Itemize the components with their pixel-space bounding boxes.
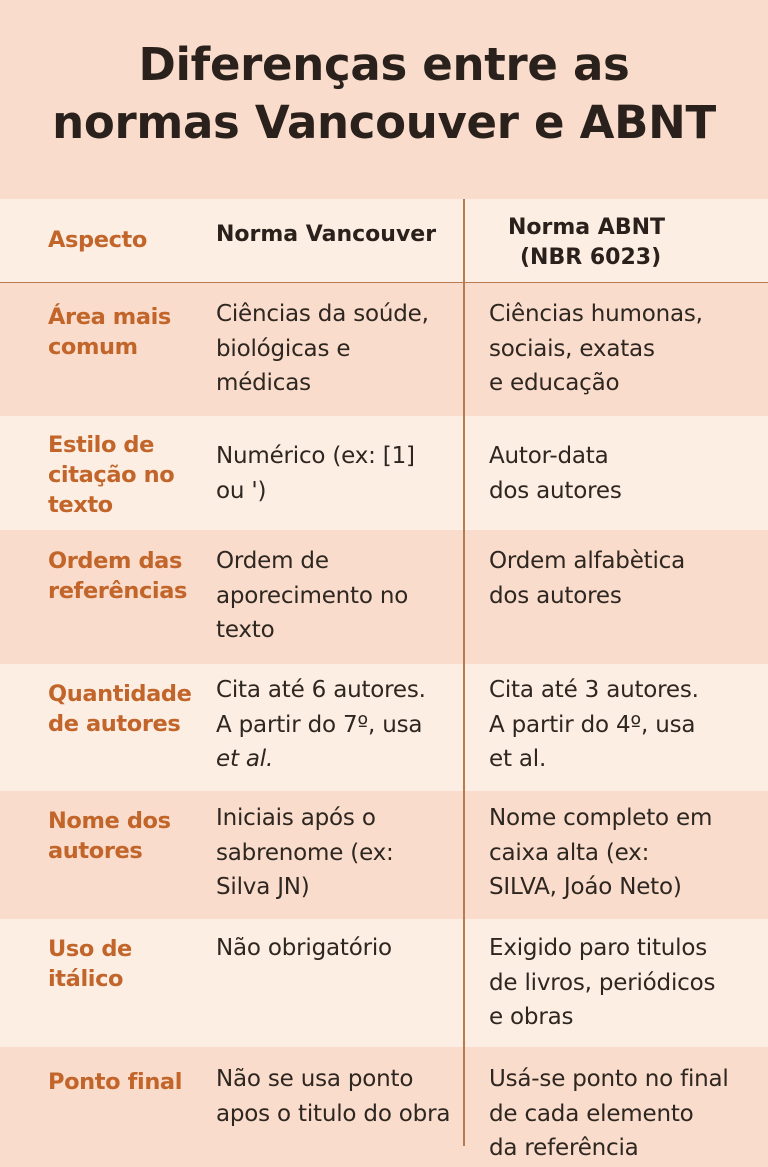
header-abnt-cell (464, 199, 768, 282)
vancouver-cell (200, 791, 464, 919)
value-line: Nome completo em (489, 805, 713, 831)
value-line: de livros, periódicos (489, 969, 716, 996)
value-line: Silva JN) (216, 874, 310, 900)
value-line: Ordem de (216, 548, 329, 574)
abnt-cell (464, 530, 768, 664)
aspect-line: Ponto final (48, 1069, 183, 1095)
value-line: Exigido paro titulos (489, 935, 707, 961)
vancouver-cell (200, 919, 464, 1047)
header-aspect: Aspecto (48, 227, 147, 253)
value-line: A partir do 4º, usa (489, 711, 696, 738)
abnt-cell (464, 416, 768, 530)
value-line: e educação (489, 370, 620, 396)
value-line: et al. (489, 746, 547, 772)
abnt-cell (464, 791, 768, 919)
aspect-cell (0, 791, 200, 919)
aspect-cell (0, 283, 200, 416)
abnt-cell (464, 283, 768, 416)
value-line: Cita até 3 autores. (489, 677, 699, 703)
value-line: Iniciais após o (216, 805, 376, 831)
value-line: da referência (489, 1135, 639, 1161)
aspect-line: Ordem das (48, 548, 182, 574)
vancouver-value (216, 439, 458, 508)
header-vancouver: Norma Vancouver (216, 222, 437, 247)
aspect-cell (0, 1047, 200, 1167)
aspect-line: texto (48, 492, 113, 518)
value-line: Ciências humonas, (489, 301, 703, 327)
aspect-line: itálico (48, 966, 124, 992)
aspect-cell (0, 919, 200, 1047)
vancouver-value (216, 1062, 458, 1131)
value-line: biológicas e (216, 335, 351, 362)
value-line: de cada elemento (489, 1100, 694, 1127)
abnt-cell (464, 664, 768, 791)
value-line: Autor-data (489, 443, 609, 469)
abnt-value (489, 439, 760, 508)
comparison-table (0, 199, 768, 1167)
value-line: aporecimento no (216, 582, 409, 609)
abnt-cell (464, 919, 768, 1047)
header-aspect-cell (0, 199, 200, 282)
aspect-line: Estilo de (48, 432, 154, 458)
table-row (0, 530, 768, 664)
value-line: Cita até 6 autores. (216, 677, 426, 703)
vancouver-value (216, 931, 458, 966)
aspect-label (48, 302, 196, 362)
value-line: Numérico (ex: [1] (216, 443, 415, 469)
value-line: caixa alta (ex: (489, 839, 650, 866)
table-row (0, 1047, 768, 1167)
abnt-value (489, 801, 760, 905)
aspect-line: Área mais (48, 304, 171, 330)
aspect-line: Nome dos (48, 808, 171, 834)
table-row (0, 791, 768, 919)
aspect-line: referências (48, 578, 188, 604)
aspect-line: citação no (48, 462, 175, 488)
aspect-cell (0, 664, 200, 791)
aspect-label (48, 806, 196, 866)
aspect-line: Uso de (48, 936, 132, 962)
value-line: Ciências da soúde, (216, 301, 429, 327)
value-line: dos autores (489, 582, 622, 609)
aspect-label (48, 1067, 196, 1097)
vancouver-value (216, 673, 458, 777)
title-line-1: Diferenças entre as (138, 38, 630, 91)
vancouver-cell (200, 1047, 464, 1167)
abnt-value (489, 297, 760, 401)
abnt-cell (464, 1047, 768, 1167)
value-line: A partir do 7º, usa (216, 711, 423, 738)
table-row (0, 919, 768, 1047)
value-line: ou ') (216, 477, 267, 504)
value-line: texto (216, 617, 275, 643)
page-title (0, 36, 768, 152)
abnt-value (489, 673, 760, 777)
abnt-value (489, 931, 760, 1035)
aspect-line: Quantidade (48, 681, 192, 707)
vancouver-value (216, 297, 458, 401)
aspect-label (48, 430, 196, 520)
value-line: e obras (489, 1004, 574, 1030)
value-line: Usá-se ponto no final (489, 1066, 729, 1092)
vancouver-cell (200, 530, 464, 664)
aspect-line: de autores (48, 711, 181, 737)
header-abnt-line-1: Norma ABNT (508, 215, 666, 240)
title-line-2: normas Vancouver e ABNT (52, 96, 716, 149)
value-line: Ordem alfabètica (489, 548, 685, 574)
header-vancouver-cell (200, 199, 464, 282)
value-line-italic: et al. (216, 746, 274, 772)
vancouver-cell (200, 664, 464, 791)
value-line: Não obrigatório (216, 935, 392, 961)
table-row (0, 664, 768, 791)
value-line: dos autores (489, 477, 622, 504)
value-line: apos o titulo do obra (216, 1100, 451, 1127)
aspect-line: comum (48, 334, 138, 360)
value-line: Não se usa ponto (216, 1066, 414, 1092)
header-abnt-line-2: (NBR 6023) (520, 245, 662, 270)
table-header-row (0, 199, 768, 283)
abnt-value (489, 544, 760, 613)
vancouver-value (216, 544, 458, 648)
value-line: SILVA, Joáo Neto) (489, 874, 682, 900)
table-row (0, 283, 768, 416)
value-line: médicas (216, 370, 311, 396)
aspect-cell (0, 530, 200, 664)
vancouver-cell (200, 283, 464, 416)
column-divider (463, 199, 465, 1146)
aspect-label (48, 546, 196, 606)
vancouver-cell (200, 416, 464, 530)
abnt-value (489, 1062, 760, 1166)
aspect-label (48, 679, 196, 739)
value-line: sabrenome (ex: (216, 839, 394, 866)
value-line: sociais, exatas (489, 335, 655, 362)
aspect-cell (0, 416, 200, 530)
aspect-label (48, 934, 196, 994)
vancouver-value (216, 801, 458, 905)
aspect-line: autores (48, 838, 143, 864)
table-row (0, 416, 768, 530)
